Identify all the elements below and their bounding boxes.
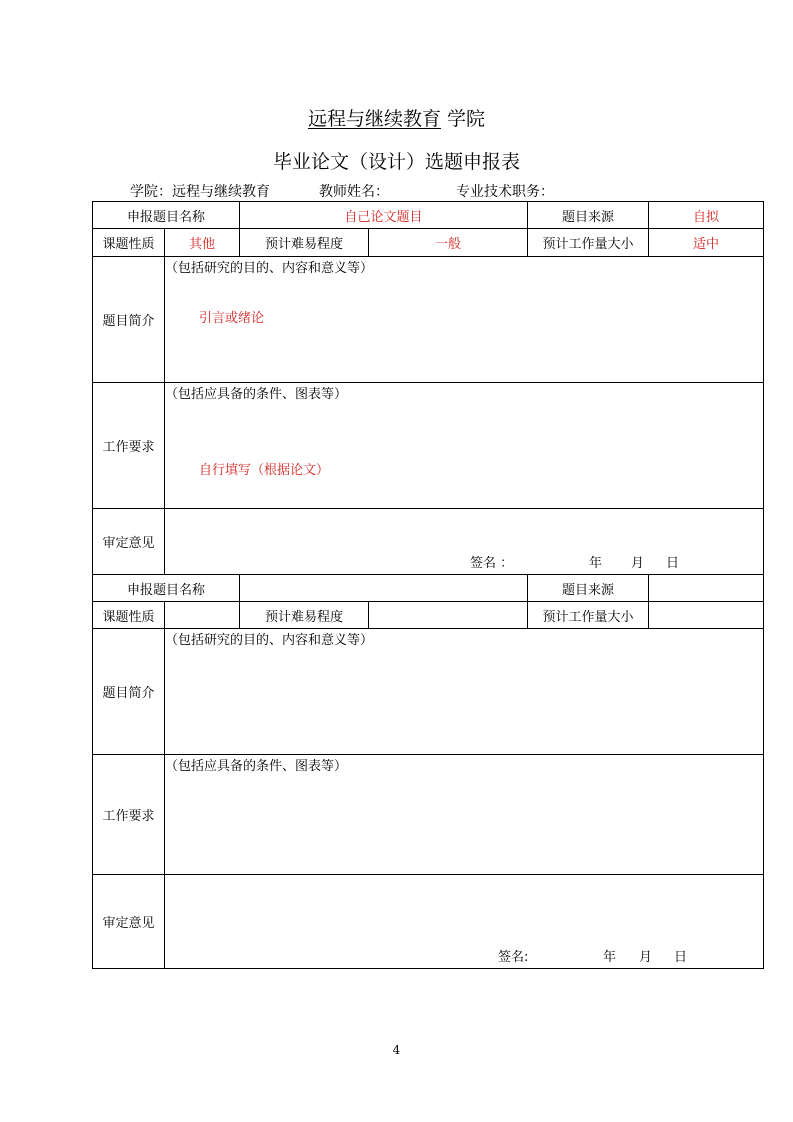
topic-source-value[interactable]: 自拟 [649, 202, 764, 229]
college-suffix: 学院 [440, 108, 486, 130]
form-table-2 [92, 574, 764, 969]
topic-name-value[interactable] [240, 575, 528, 602]
professional-title-label: 专业技术职务： [456, 184, 554, 200]
difficulty-label: 预计难易程度 [240, 229, 369, 257]
intro-field[interactable] [165, 629, 764, 755]
topic-source-label: 题目来源 [528, 202, 649, 229]
review-field[interactable] [165, 875, 764, 969]
workload-label: 预计工作量大小 [528, 602, 649, 629]
difficulty-value[interactable]: 一般 [369, 229, 528, 257]
intro-label: 题目简介 [93, 257, 165, 383]
page-number: 4 [392, 1043, 401, 1057]
topic-source-label: 题目来源 [528, 575, 649, 602]
topic-source-value[interactable] [649, 575, 764, 602]
review-label: 审定意见 [93, 509, 165, 575]
intro-label: 题目简介 [93, 629, 165, 755]
form-title: 毕业论文（设计）选题申报表 [272, 151, 520, 173]
month-label: 月 [631, 556, 645, 571]
topic-nature-value[interactable] [165, 602, 240, 629]
signature-label: 签名 ： [470, 556, 514, 571]
signature-label: 签名: [498, 950, 529, 965]
intro-hint: （包括研究的目的、内容和意义等） [165, 261, 374, 276]
requirements-field[interactable] [165, 383, 764, 509]
college-label: 学院：远程与继续教育 [130, 184, 270, 200]
year-label: 年 [603, 950, 617, 965]
requirements-hint: （包括应具备的条件、图表等） [165, 387, 348, 402]
year-label: 年 [589, 556, 603, 571]
intro-text: 引言或绪论 [199, 311, 265, 326]
day-label: 日 [674, 950, 688, 965]
form-table-1 [92, 201, 764, 575]
college-title [0, 104, 793, 131]
topic-nature-label: 课题性质 [93, 229, 165, 257]
college-name: 远程与继续教育 [307, 108, 441, 130]
month-label: 月 [639, 950, 653, 965]
intro-field[interactable] [165, 257, 764, 383]
workload-label: 预计工作量大小 [528, 229, 649, 257]
topic-name-label: 申报题目名称 [93, 202, 240, 229]
intro-hint: （包括研究的目的、内容和意义等） [165, 633, 374, 648]
day-label: 日 [666, 556, 680, 571]
difficulty-label: 预计难易程度 [240, 602, 369, 629]
requirements-hint: （包括应具备的条件、图表等） [165, 759, 348, 774]
review-label: 审定意见 [93, 875, 165, 969]
requirements-field[interactable] [165, 755, 764, 875]
workload-value[interactable]: 适中 [649, 229, 764, 257]
difficulty-value[interactable] [369, 602, 528, 629]
requirements-label: 工作要求 [93, 383, 165, 509]
teacher-name-label: 教师姓名： [319, 184, 389, 200]
topic-name-label: 申报题目名称 [93, 575, 240, 602]
requirements-label: 工作要求 [93, 755, 165, 875]
topic-name-value[interactable]: 自己论文题目 [240, 202, 528, 229]
review-field[interactable] [165, 509, 764, 575]
requirements-text: 自行填写（根据论文） [199, 463, 330, 478]
workload-value[interactable] [649, 602, 764, 629]
topic-nature-label: 课题性质 [93, 602, 165, 629]
topic-nature-value[interactable]: 其他 [165, 229, 240, 257]
